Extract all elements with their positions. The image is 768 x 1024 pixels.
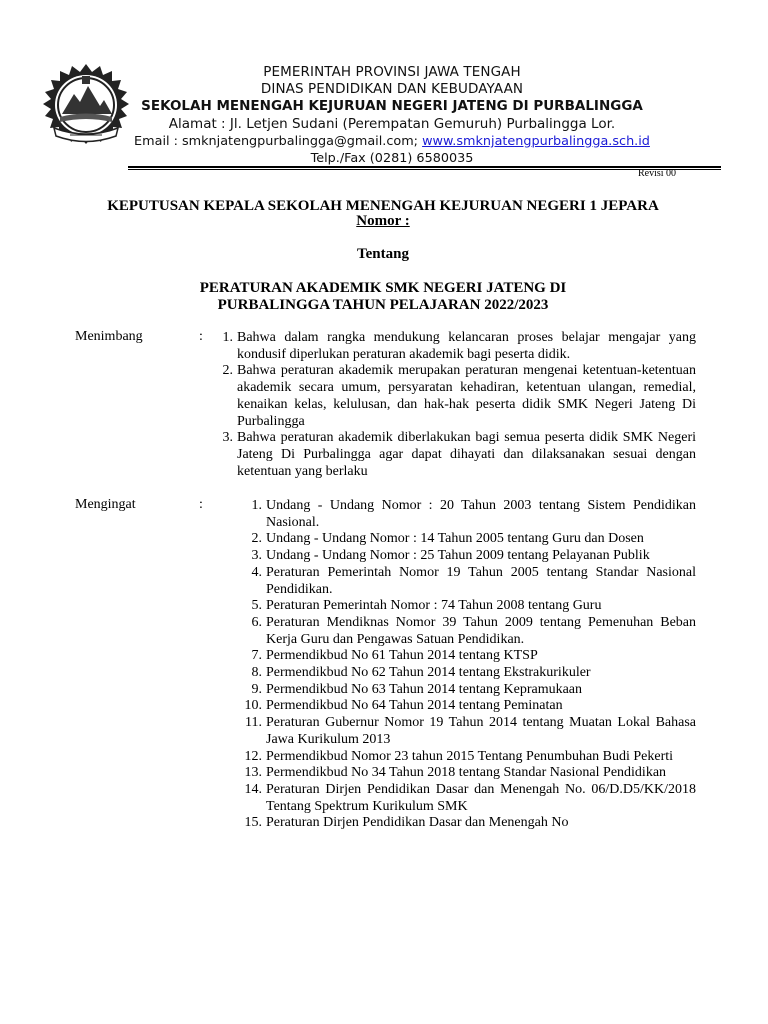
- item-number: 15.: [244, 815, 262, 831]
- item-text: Permendikbud No 64 Tahun 2014 tentang Peminatan: [266, 698, 563, 714]
- item-number: 11.: [245, 715, 262, 731]
- item-number: 10.: [244, 698, 262, 714]
- list-item: [251, 648, 696, 665]
- list-item: [251, 564, 696, 598]
- menimbang-colon: :: [199, 329, 203, 344]
- list-item: [222, 430, 696, 480]
- menimbang-list: [222, 330, 696, 480]
- decree-about: Tentang: [357, 246, 409, 262]
- item-text: Bahwa peraturan akademik merupakan peraturan mengenai ketentuan-ketentuan akademik secara umum, persyaratan kehadiran, ketentuan ulangan, remedial, kenaikan kelas, kelulusan, dan hak-hak peserta didik SMK Negeri Jateng Di Purbalingga: [237, 363, 696, 429]
- item-number: 8.: [251, 665, 262, 681]
- list-item: [244, 765, 696, 782]
- item-number: 3.: [251, 548, 262, 564]
- letterhead-divider-thick: [128, 166, 721, 168]
- list-item: [251, 665, 696, 682]
- revision-label: Revisi 00: [638, 168, 677, 179]
- item-text: Peraturan Pemerintah Nomor : 74 Tahun 2008 tentang Guru: [266, 598, 602, 614]
- item-text: Bahwa dalam rangka mendukung kelancaran proses belajar mengajar yang kondusif diperlukan peraturan akademik bagi peserta didik.: [237, 330, 696, 362]
- list-item: [244, 815, 696, 832]
- provincial-emblem-logo: [40, 62, 132, 150]
- item-text: Undang - Undang Nomor : 20 Tahun 2003 tentang Sistem Pendidikan Nasional.: [266, 498, 696, 530]
- mengingat-label: Mengingat: [75, 497, 136, 512]
- item-text: Undang - Undang Nomor : 25 Tahun 2009 tentang Pelayanan Publik: [266, 548, 650, 564]
- item-number: 2.: [222, 363, 233, 379]
- list-item: [251, 598, 696, 615]
- item-number: 1.: [251, 498, 262, 513]
- list-item: [251, 498, 696, 531]
- department-name: DINAS PENDIDIKAN DAN KEBUDAYAAN: [260, 81, 524, 97]
- item-number: 4.: [251, 564, 262, 580]
- school-address: Alamat : Jl. Letjen Sudani (Perempatan Gemuruh) Purbalingga Lor.: [168, 116, 616, 132]
- letterhead-divider-thin: [128, 169, 721, 170]
- item-number: 5.: [251, 598, 262, 614]
- email-text: Email : smknjatengpurbalingga@gmail.com;: [134, 134, 423, 149]
- contact-line: [128, 133, 656, 150]
- list-item: [222, 363, 696, 430]
- school-name: SEKOLAH MENENGAH KEJURUAN NEGERI JATENG DI PURBALINGGA: [141, 98, 643, 114]
- item-number: 9.: [251, 681, 262, 697]
- mengingat-list: [244, 498, 696, 832]
- list-item: [251, 614, 696, 648]
- decree-number: [60, 212, 706, 230]
- decree-subject-line2: PURBALINGGA TAHUN PELAJARAN 2022/2023: [217, 297, 549, 313]
- item-number: 7.: [251, 648, 262, 664]
- item-text: Peraturan Gubernur Nomor 19 Tahun 2014 tentang Muatan Lokal Bahasa Jawa Kurikulum 2013: [266, 715, 696, 747]
- list-item: [251, 531, 696, 548]
- item-text: Undang - Undang Nomor : 14 Tahun 2005 tentang Guru dan Dosen: [266, 531, 644, 547]
- item-text: Permendikbud No 63 Tahun 2014 tentang Kepramukaan: [266, 681, 583, 697]
- item-number: 13.: [244, 765, 262, 781]
- item-text: Peraturan Pemerintah Nomor 19 Tahun 2005 tentang Standar Nasional Pendidikan.: [266, 564, 696, 597]
- item-text: Peraturan Dirjen Pendidikan Dasar dan Menengah No. 06/D.D5/KK/2018 Tentang Spektrum Kurikulum SMK: [266, 781, 696, 814]
- mengingat-colon: :: [199, 497, 203, 512]
- list-item: [244, 748, 696, 766]
- item-text: Permendikbud No 62 Tahun 2014 tentang Ekstrakurikuler: [266, 665, 591, 681]
- list-item: [222, 330, 696, 363]
- item-number: 6.: [251, 614, 262, 630]
- list-item: [244, 781, 696, 815]
- item-number: 1.: [222, 330, 233, 345]
- list-item: [244, 698, 696, 715]
- decree-title: KEPUTUSAN KEPALA SEKOLAH MENENGAH KEJURUAN NEGERI 1 JEPARA: [107, 198, 659, 214]
- list-item: [251, 548, 696, 565]
- item-text: Permendikbud Nomor 23 tahun 2015 Tentang Penumbuhan Budi Pekerti: [266, 748, 674, 764]
- list-item: [245, 715, 696, 748]
- item-number: 3.: [222, 430, 233, 446]
- item-number: 14.: [244, 781, 262, 797]
- item-text: Permendikbud No 34 Tahun 2018 tentang Standar Nasional Pendidikan: [266, 765, 667, 781]
- item-text: Peraturan Mendiknas Nomor 39 Tahun 2009 tentang Pemenuhan Beban Kerja Guru dan Pengawas Satuan Pendidikan.: [266, 614, 696, 647]
- decree-subject-line1: PERATURAN AKADEMIK SMK NEGERI JATENG DI: [199, 280, 567, 296]
- number-label: Nomor :: [356, 213, 410, 229]
- item-text: Bahwa peraturan akademik diberlakukan bagi semua peserta didik SMK Negeri Jateng Di Purbalingga agar dapat dihayati dan dilaksanakan sesuai dengan ketentuan yang berlaku: [237, 430, 696, 479]
- menimbang-label: Menimbang: [75, 329, 143, 344]
- website-link[interactable]: www.smknjatengpurbalingga.sch.id: [422, 134, 650, 149]
- phone-line: Telp./Fax (0281) 6580035: [310, 151, 474, 166]
- item-text: Peraturan Dirjen Pendidikan Dasar dan Menengah No: [266, 815, 569, 831]
- item-number: 2.: [251, 531, 262, 547]
- list-item: [251, 681, 696, 699]
- government-name: PEMERINTAH PROVINSI JAWA TENGAH: [263, 64, 521, 80]
- item-number: 12.: [244, 748, 262, 764]
- item-text: Permendikbud No 61 Tahun 2014 tentang KTSP: [266, 648, 538, 664]
- letterhead: [128, 64, 656, 167]
